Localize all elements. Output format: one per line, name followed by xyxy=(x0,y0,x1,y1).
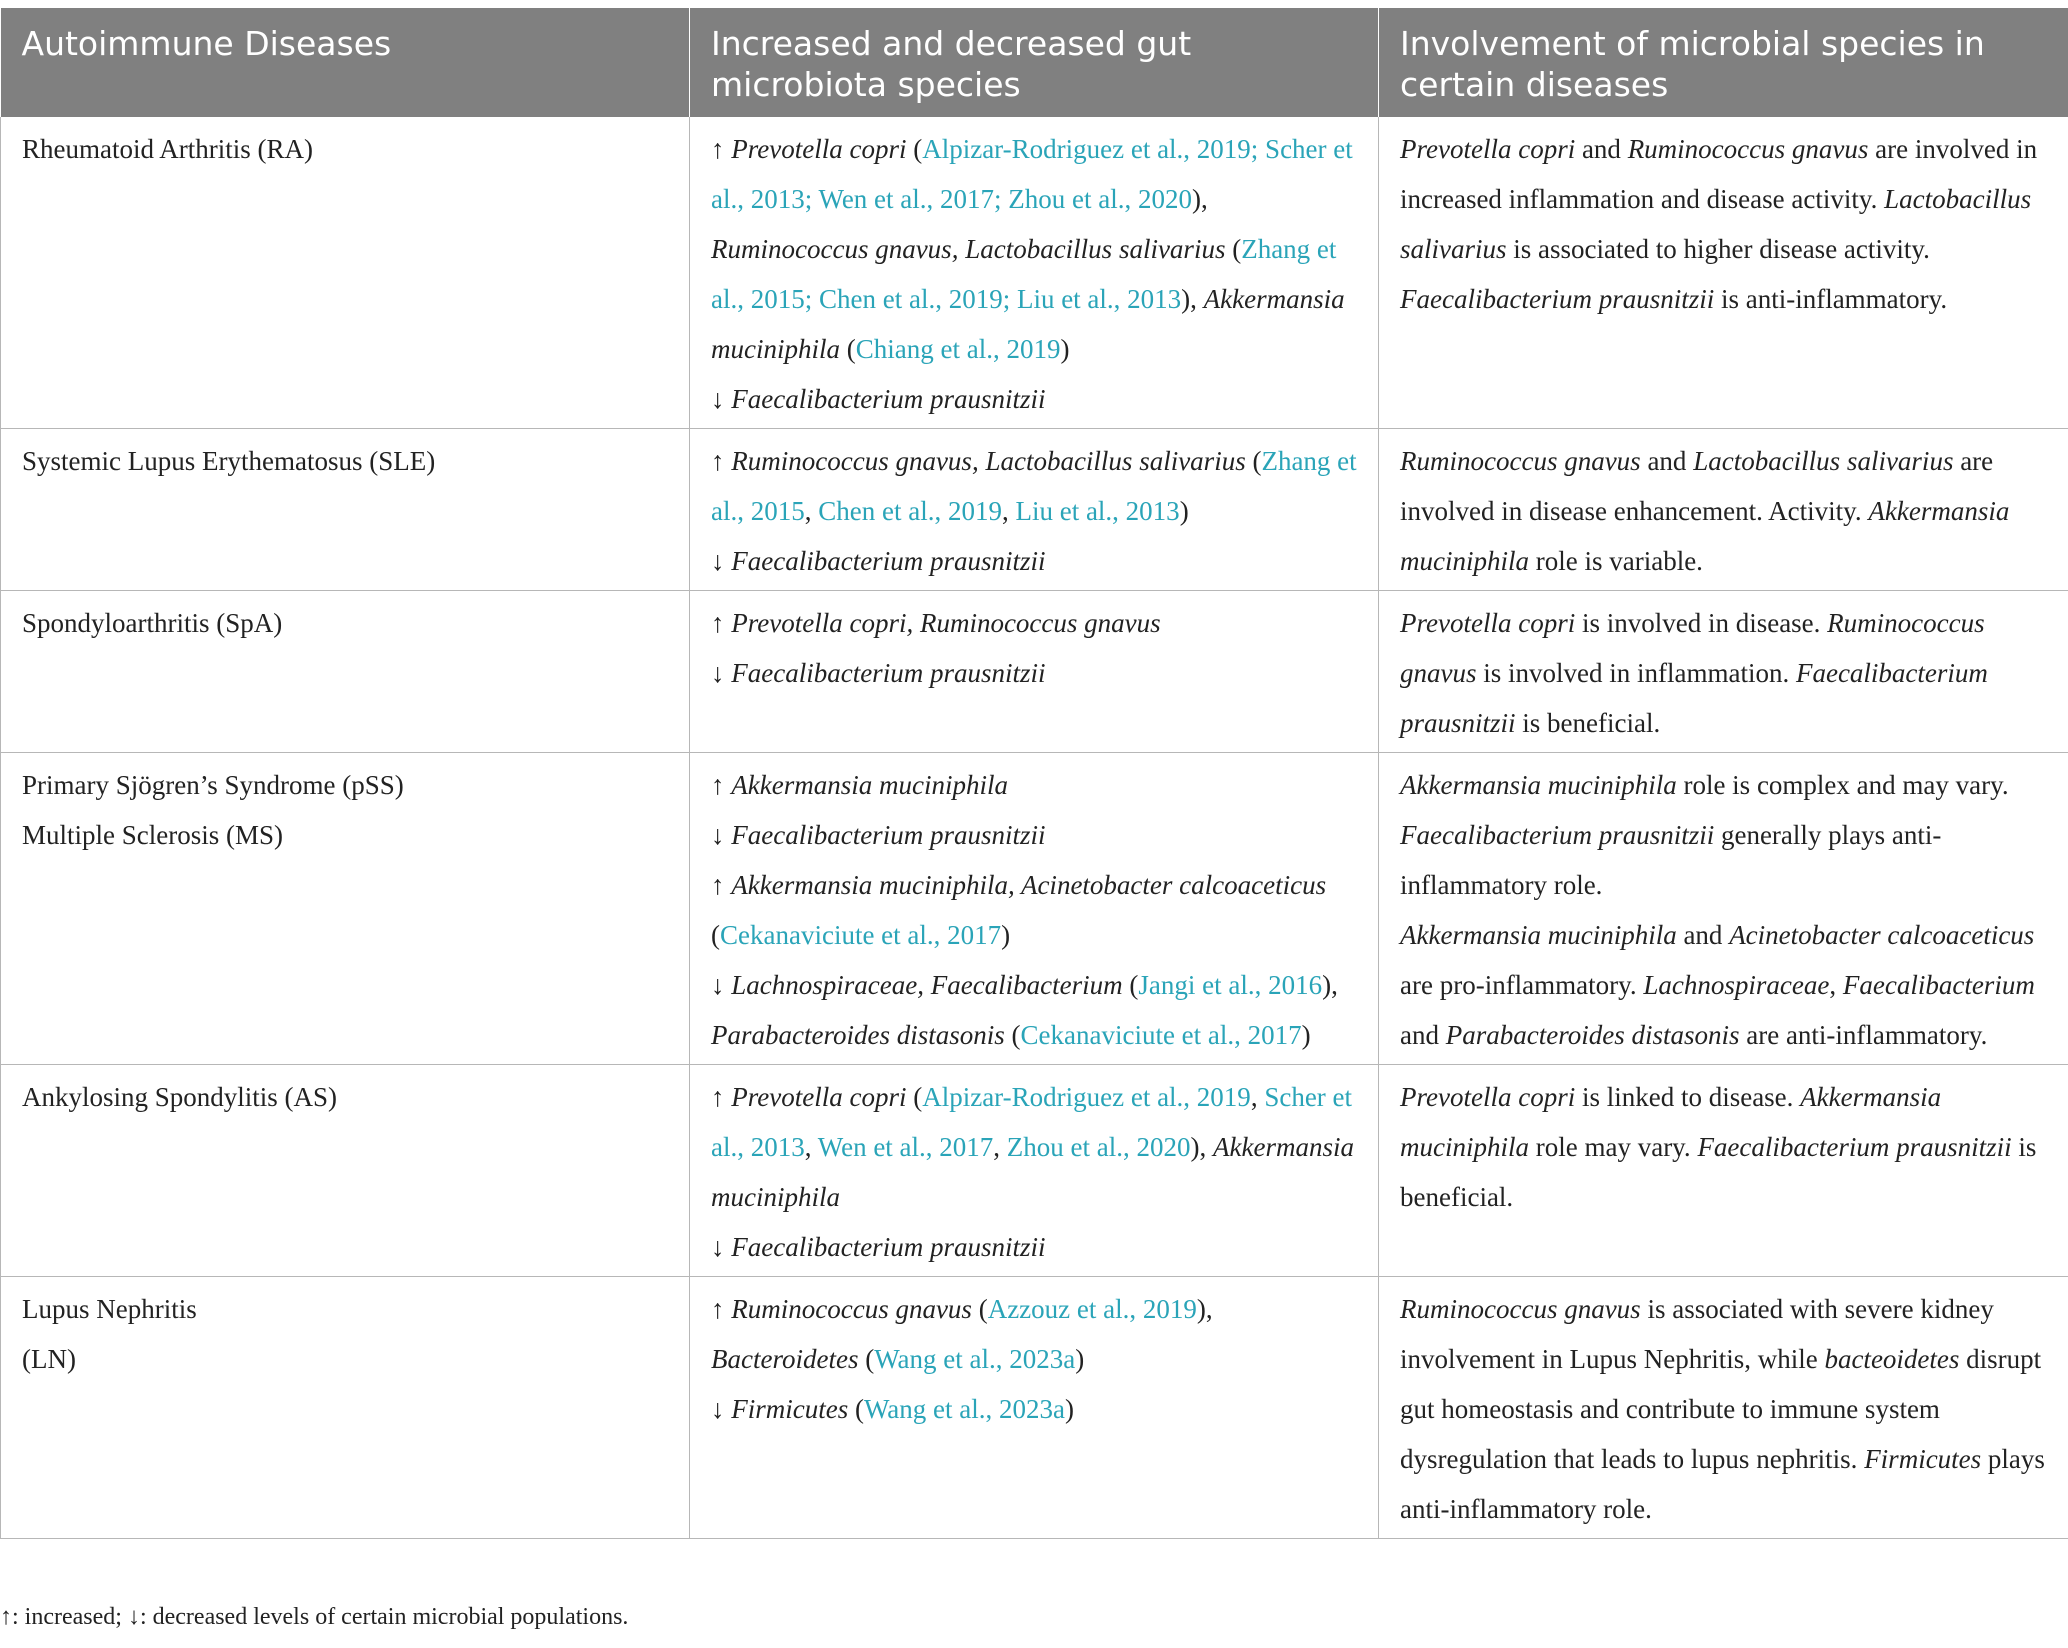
paragraph xyxy=(1400,1284,2048,1534)
species-name: Faecalibacterium prausnitzii xyxy=(731,1232,1046,1262)
species-cell xyxy=(690,591,1379,753)
text-run: is anti-inflammatory. xyxy=(1714,284,1948,314)
species-name: Akkermansia muciniphila xyxy=(1400,920,1677,950)
text-run: ↓ xyxy=(711,546,732,576)
species-name: Ruminococcus gnavus, Lactobacillus salivarius xyxy=(711,234,1226,264)
text-run: are pro-inflammatory. xyxy=(1400,970,1644,1000)
citation-link[interactable]: Jangi et al., 2016 xyxy=(1138,970,1323,1000)
text-run: ↓ xyxy=(711,1394,732,1424)
text-run: ↓ xyxy=(711,970,732,1000)
text-run: , xyxy=(993,1132,1007,1162)
text-run: is associated to higher disease activity. xyxy=(1506,234,1930,264)
table-row xyxy=(1,117,2068,429)
species-name: Ruminococcus gnavus xyxy=(1400,1294,1641,1324)
text-run: role may vary. xyxy=(1529,1132,1698,1162)
text-run: ( xyxy=(858,1344,875,1374)
species-cell xyxy=(690,1277,1379,1539)
text-run: is associated with severe kidney involvement in Lupus Nephritis, while xyxy=(1400,1294,1994,1374)
table-footnote: ↑: increased; ↓: decreased levels of certain microbial populations. xyxy=(0,1604,629,1630)
text-line: Spondyloarthritis (SpA) xyxy=(22,608,283,638)
species-name: Prevotella copri xyxy=(731,134,907,164)
species-name: Prevotella copri xyxy=(1400,134,1576,164)
species-name: Faecalibacterium prausnitzii xyxy=(1697,1132,2012,1162)
species-name: Acinetobacter calcoaceticus xyxy=(1729,920,2035,950)
citation-link[interactable]: Zhang et al., 2015 xyxy=(711,446,1357,526)
text-run: ( xyxy=(971,1294,988,1324)
species-name: Faecalibacterium prausnitzii xyxy=(1400,820,1715,850)
species-name: Faecalibacterium prausnitzii xyxy=(1400,658,1988,738)
text-run: generally plays anti-inflammatory role. xyxy=(1400,820,1942,900)
citation-link[interactable]: Zhou et al., 2020 xyxy=(1006,1132,1191,1162)
text-run: ( xyxy=(1225,234,1242,264)
paragraph xyxy=(711,1384,1358,1434)
text-run: ) xyxy=(1060,334,1070,364)
paragraph xyxy=(711,1284,1358,1384)
species-name: Prevotella copri, Ruminococcus gnavus xyxy=(731,608,1161,638)
citation-link[interactable]: Chen et al., 2019 xyxy=(818,496,1002,526)
citation-link[interactable]: Liu et al., 2013 xyxy=(1015,496,1180,526)
text-line: Lupus Nephritis xyxy=(22,1294,197,1324)
text-run: ( xyxy=(906,134,923,164)
text-run: and xyxy=(1676,920,1730,950)
paragraph xyxy=(711,598,1358,648)
species-name: Lachnospiraceae, Faecalibacterium xyxy=(731,970,1123,1000)
text-run: is involved in disease. xyxy=(1575,608,1828,638)
text-run: role is variable. xyxy=(1529,546,1703,576)
species-name: Firmicutes xyxy=(731,1394,849,1424)
table-row xyxy=(1,591,2068,753)
text-run: ) xyxy=(1301,1020,1311,1050)
species-name: Akkermansia muciniphila, Acinetobacter calcoaceticus xyxy=(731,870,1327,900)
text-run: , xyxy=(1001,496,1016,526)
text-run: ), xyxy=(1322,970,1338,1000)
citation-link[interactable]: Wang et al., 2023a xyxy=(863,1394,1065,1424)
disease-cell xyxy=(1,753,690,1065)
species-name: Lachnospiraceae xyxy=(1643,970,1830,1000)
disease-cell xyxy=(1,429,690,591)
text-run: are involved in increased inflammation and disease activity. xyxy=(1400,134,2038,214)
paragraph xyxy=(711,124,1358,374)
species-name: Akkermansia muciniphila xyxy=(1400,496,2010,576)
text-run: , xyxy=(804,1132,818,1162)
citation-link[interactable]: Alpizar-Rodriguez et al., 2019; Scher et al., 2013; Wen et al., 2017; Zhou et al., 2020 xyxy=(711,134,1353,214)
text-run: ↑ xyxy=(711,446,732,476)
text-run: ( xyxy=(840,334,856,364)
citation-link[interactable]: Scher et al., 2013 xyxy=(711,1082,1353,1162)
text-run: ( xyxy=(711,920,720,950)
paragraph xyxy=(711,1072,1358,1222)
table-row xyxy=(1,1277,2068,1539)
species-name: Akkermansia muciniphila xyxy=(731,770,1008,800)
paragraph xyxy=(711,860,1358,960)
species-name: Firmicutes xyxy=(1864,1444,1982,1474)
text-run: is beneficial. xyxy=(1400,1132,2037,1212)
paragraph xyxy=(1400,1072,2048,1222)
text-line: (LN) xyxy=(22,1344,76,1374)
species-name: bacteoidetes xyxy=(1824,1344,1960,1374)
text-run: is beneficial. xyxy=(1515,708,1661,738)
paragraph xyxy=(711,1222,1358,1272)
text-run: ( xyxy=(848,1394,864,1424)
paragraph xyxy=(1400,598,2048,748)
paragraph xyxy=(711,960,1358,1060)
species-name: Parabacteroides distasonis xyxy=(711,1020,1005,1050)
citation-link[interactable]: Wang et al., 2023a xyxy=(874,1344,1076,1374)
text-run: ) xyxy=(1001,920,1011,950)
species-name: Ruminococcus gnavus xyxy=(731,1294,972,1324)
text-run: plays anti-inflammatory role. xyxy=(1400,1444,2045,1524)
paragraph xyxy=(1400,124,2048,324)
species-name: Parabacteroides distasonis xyxy=(1445,1020,1740,1050)
header-autoimmune-diseases: Autoimmune Diseases xyxy=(1,8,690,117)
species-name: Faecalibacterium prausnitzii xyxy=(731,658,1046,688)
text-run: ) xyxy=(1075,1344,1085,1374)
paragraph xyxy=(1400,760,2048,910)
species-name: Lactobacillus salivarius xyxy=(1400,184,2032,264)
text-run: ↓ xyxy=(711,1232,732,1262)
header-gut-microbiota-species: Increased and decreased gut microbiota species xyxy=(690,8,1379,117)
involvement-cell xyxy=(1379,1277,2068,1539)
species-name: Prevotella copri xyxy=(1400,608,1576,638)
species-name: Bacteroidetes xyxy=(711,1344,859,1374)
text-run: ↑ xyxy=(711,608,732,638)
text-run: ), xyxy=(1196,1294,1213,1324)
citation-link[interactable]: Chiang et al., 2019 xyxy=(855,334,1061,364)
species-name: Ruminococcus gnavus xyxy=(1400,446,1641,476)
text-run: are anti-inflammatory. xyxy=(1739,1020,1988,1050)
citation-link[interactable]: Alpizar-Rodriguez et al., 2019 xyxy=(922,1082,1251,1112)
species-name: Akkermansia muciniphila xyxy=(711,284,1345,364)
table-row xyxy=(1,429,2068,591)
text-run: ↓ xyxy=(711,658,732,688)
species-name: Faecalibacterium prausnitzii xyxy=(1400,284,1715,314)
involvement-cell xyxy=(1379,117,2068,429)
text-run: disrupt gut homeostasis and contribute to immune system dysregulation that leads to lupus nephritis. xyxy=(1400,1344,2042,1474)
table-row xyxy=(1,753,2068,1065)
text-run: , xyxy=(804,496,819,526)
paragraph xyxy=(711,760,1358,810)
citation-link[interactable]: Cekanaviciute et al., 2017 xyxy=(720,920,1002,950)
species-name: Ruminococcus gnavus xyxy=(1627,134,1869,164)
text-run: and xyxy=(1640,446,1694,476)
text-run: ↑ xyxy=(711,1294,732,1324)
citation-link[interactable]: Zhang et al., 2015; Chen et al., 2019; Liu et al., 2013 xyxy=(711,234,1337,314)
text-line: Systemic Lupus Erythematosus (SLE) xyxy=(22,446,436,476)
disease-cell xyxy=(1,117,690,429)
text-run: are involved in disease enhancement. Activity. xyxy=(1400,446,1994,526)
text-run: ↑ xyxy=(711,870,732,900)
citation-link[interactable]: Azzouz et al., 2019 xyxy=(987,1294,1197,1324)
text-run: ( xyxy=(1245,446,1262,476)
microbiota-table xyxy=(0,8,2068,1539)
paragraph xyxy=(711,436,1358,536)
paragraph xyxy=(1400,910,2048,1060)
text-run: ( xyxy=(906,1082,923,1112)
text-run: ↓ xyxy=(711,820,732,850)
text-run: ( xyxy=(1004,1020,1021,1050)
text-run: is involved in inflammation. xyxy=(1476,658,1796,688)
species-name: Prevotella copri xyxy=(731,1082,907,1112)
text-run: ) xyxy=(1065,1394,1074,1424)
species-name: Lactobacillus salivarius xyxy=(1693,446,1954,476)
citation-link[interactable]: Cekanaviciute et al., 2017 xyxy=(1020,1020,1302,1050)
header-involvement: Involvement of microbial species in certain diseases xyxy=(1379,8,2068,117)
text-run: is linked to disease. xyxy=(1575,1082,1801,1112)
species-cell xyxy=(690,1065,1379,1277)
disease-cell xyxy=(1,591,690,753)
text-run: ↑ xyxy=(711,770,732,800)
text-line: Primary Sjögren’s Syndrome (pSS) xyxy=(22,770,404,800)
text-line: Ankylosing Spondylitis (AS) xyxy=(22,1082,338,1112)
text-run: ↑ xyxy=(711,1082,732,1112)
text-run: ↓ xyxy=(711,384,732,414)
text-run: ), xyxy=(1192,184,1208,214)
citation-link[interactable]: Wen et al., 2017 xyxy=(817,1132,994,1162)
species-name: Faecalibacterium prausnitzii xyxy=(731,546,1046,576)
species-name: Faecalibacterium prausnitzii xyxy=(731,820,1046,850)
paragraph xyxy=(711,536,1358,586)
species-name: Ruminococcus gnavus xyxy=(1400,608,1985,688)
text-run: ), xyxy=(1181,284,1204,314)
species-name: Faecalibacterium prausnitzii xyxy=(731,384,1046,414)
species-cell xyxy=(690,117,1379,429)
disease-cell xyxy=(1,1277,690,1539)
text-run: ( xyxy=(1122,970,1139,1000)
text-line: Multiple Sclerosis (MS) xyxy=(22,820,283,850)
species-cell xyxy=(690,753,1379,1065)
involvement-cell xyxy=(1379,1065,2068,1277)
species-name: Prevotella copri xyxy=(1400,1082,1576,1112)
text-run: ), xyxy=(1190,1132,1214,1162)
involvement-cell xyxy=(1379,753,2068,1065)
species-name: Ruminococcus gnavus, Lactobacillus salivarius xyxy=(731,446,1246,476)
text-run: ) xyxy=(1179,496,1189,526)
text-run: role is complex and may vary. xyxy=(1676,770,2009,800)
table-row xyxy=(1,1065,2068,1277)
involvement-cell xyxy=(1379,591,2068,753)
paragraph xyxy=(711,810,1358,860)
species-cell xyxy=(690,429,1379,591)
text-run: and xyxy=(1575,134,1628,164)
involvement-cell xyxy=(1379,429,2068,591)
table-body xyxy=(1,117,2068,1539)
text-run: , xyxy=(1829,970,1843,1000)
species-name: Akkermansia muciniphila xyxy=(1400,1082,1942,1162)
species-name: Akkermansia muciniphila xyxy=(1400,770,1677,800)
species-name: Faecalibacterium xyxy=(1842,970,2035,1000)
paragraph xyxy=(711,374,1358,424)
text-run: ↑ xyxy=(711,134,732,164)
paragraph xyxy=(711,648,1358,698)
text-line: Rheumatoid Arthritis (RA) xyxy=(22,134,313,164)
species-name: Akkermansia muciniphila xyxy=(711,1132,1354,1212)
paragraph xyxy=(1400,436,2048,586)
text-run: and xyxy=(1400,1020,1446,1050)
text-run: , xyxy=(1250,1082,1265,1112)
header-row xyxy=(1,8,2068,117)
disease-cell xyxy=(1,1065,690,1277)
